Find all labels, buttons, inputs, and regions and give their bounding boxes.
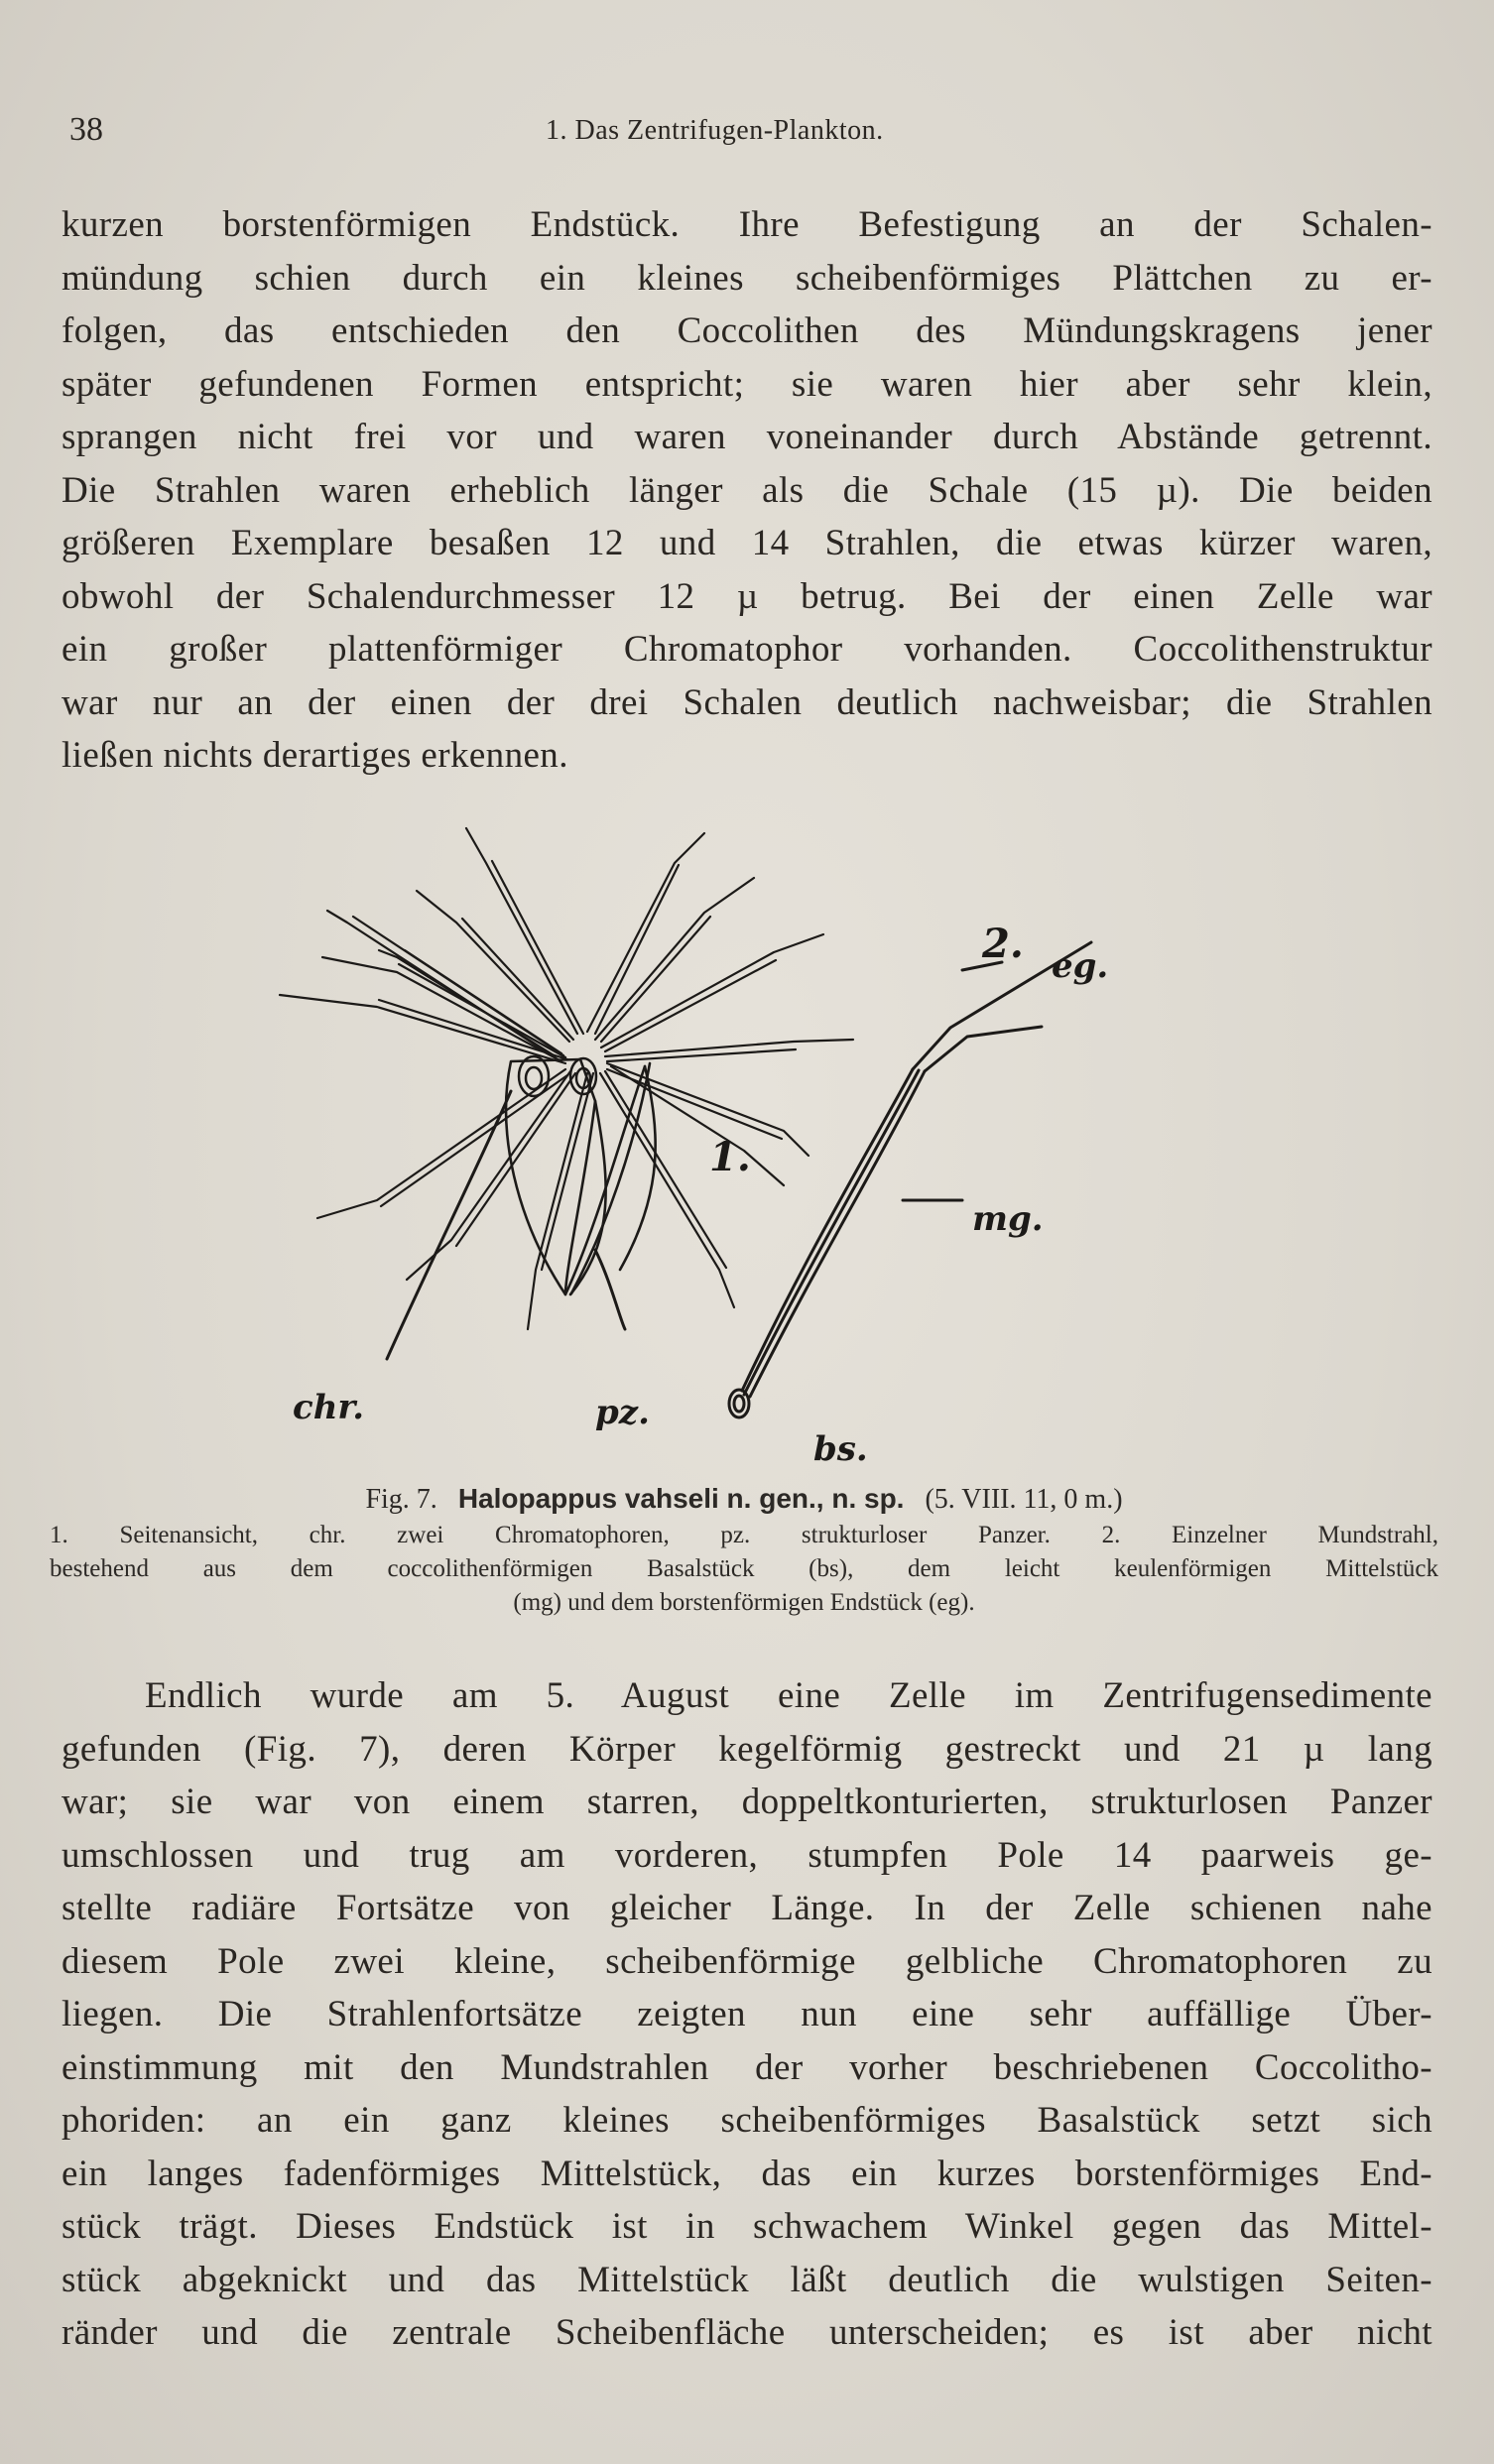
text-line: größeren Exemplare besaßen 12 und 14 Strahlen, die etwas kürzer waren, bbox=[62, 523, 1432, 563]
label-num1: 1. bbox=[709, 1134, 751, 1180]
label-mg: mg. bbox=[972, 1199, 1044, 1239]
text-line: einstimmung mit den Mundstrahlen der vorher beschriebenen Coccolitho- bbox=[62, 2046, 1432, 2088]
text-line: ließen nichts derartiges erkennen. bbox=[62, 735, 568, 776]
text-line: obwohl der Schalendurchmesser 12 µ betrug. Bei der einen Zelle war bbox=[62, 575, 1432, 617]
running-title: 1. Das Zentrifugen-Plankton. bbox=[546, 115, 884, 146]
text-line: liegen. Die Strahlenfortsätze zeigten nun eine sehr auffällige Über- bbox=[62, 1994, 1432, 2034]
text-line: gefunden (Fig. 7), deren Körper kegelförmig gestreckt und 21 µ lang bbox=[62, 1728, 1432, 1770]
figure-illustration bbox=[268, 803, 1240, 1478]
species-name: Halopappus vahseli n. gen., n. sp. bbox=[457, 1483, 905, 1514]
caption-line: 1. Seitenansicht, chr. zwei Chromatophoren, pz. strukturloser Panzer. 2. Einzelner Mundstrahl, bbox=[50, 1522, 1438, 1548]
halopappus-drawing bbox=[268, 803, 1240, 1478]
text-line: mündung schien durch ein kleines scheibenförmiges Plättchen zu er- bbox=[62, 257, 1432, 299]
fig-date: (5. VIII. 11, 0 m.) bbox=[925, 1484, 1123, 1515]
text-line: ein großer plattenförmiger Chromatophor vorhanden. Coccolithenstruktur bbox=[62, 629, 1432, 670]
paragraph-2 bbox=[62, 1669, 1432, 2360]
radiating-spines bbox=[280, 828, 853, 1329]
text-line: Die Strahlen waren erheblich länger als die Schale (15 µ). Die beiden bbox=[62, 469, 1432, 511]
label-bs: bs. bbox=[813, 1429, 868, 1469]
text-line: ein langes fadenförmiges Mittelstück, das ein kurzes borstenförmiges End- bbox=[62, 2153, 1432, 2194]
text-line: stück trägt. Dieses Endstück ist in schwachem Winkel gegen das Mittel- bbox=[62, 2206, 1432, 2247]
label-num2: 2. bbox=[982, 921, 1024, 967]
text-line: ränder und die zentrale Scheibenfläche unterscheiden; es ist aber nicht bbox=[62, 2312, 1432, 2353]
fig-label: Fig. 7. bbox=[365, 1484, 437, 1515]
label-pz: pz. bbox=[595, 1393, 650, 1432]
caption-title bbox=[50, 1480, 1438, 1519]
text-line: diesem Pole zwei kleine, scheibenförmige gelbliche Chromatophoren zu bbox=[62, 1940, 1432, 1982]
page-header bbox=[69, 111, 1438, 151]
caption-line: bestehend aus dem coccolithenförmigen Basalstück (bs), dem leicht keulenförmigen Mittelstück bbox=[50, 1555, 1438, 1582]
figure-caption bbox=[50, 1480, 1438, 1620]
text-line: kurzen borstenförmigen Endstück. Ihre Befestigung an der Schalen- bbox=[62, 204, 1432, 245]
label-chr: chr. bbox=[293, 1388, 365, 1427]
caption-line: (mg) und dem borstenförmigen Endstück (eg). bbox=[513, 1589, 975, 1616]
text-line: phoriden: an ein ganz kleines scheibenförmiges Basalstück setzt sich bbox=[62, 2100, 1432, 2141]
text-line: Endlich wurde am 5. August eine Zelle im Zentrifugensedimente bbox=[145, 1675, 1432, 1716]
page-number: 38 bbox=[69, 111, 103, 148]
text-line: sprangen nicht frei vor und waren voneinander durch Abstände getrennt. bbox=[62, 417, 1432, 457]
text-line: folgen, das entschieden den Coccolithen des Mündungskragens jener bbox=[62, 310, 1432, 351]
text-line: war; sie war von einem starren, doppeltkonturierten, strukturlosen Panzer bbox=[62, 1782, 1432, 1822]
text-line: später gefundenen Formen entspricht; sie waren hier aber sehr klein, bbox=[62, 363, 1432, 405]
text-line: stück abgeknickt und das Mittelstück läßt deutlich die wulstigen Seiten- bbox=[62, 2259, 1432, 2300]
paragraph-1 bbox=[62, 198, 1432, 783]
text-line: war nur an der einen der drei Schalen deutlich nachweisbar; die Strahlen bbox=[62, 681, 1432, 723]
text-line: stellte radiäre Fortsätze von gleicher Länge. In der Zelle schienen nahe bbox=[62, 1888, 1432, 1928]
text-line: umschlossen und trug am vorderen, stumpfen Pole 14 paarweis ge- bbox=[62, 1834, 1432, 1876]
label-eg: eg. bbox=[1052, 946, 1109, 986]
